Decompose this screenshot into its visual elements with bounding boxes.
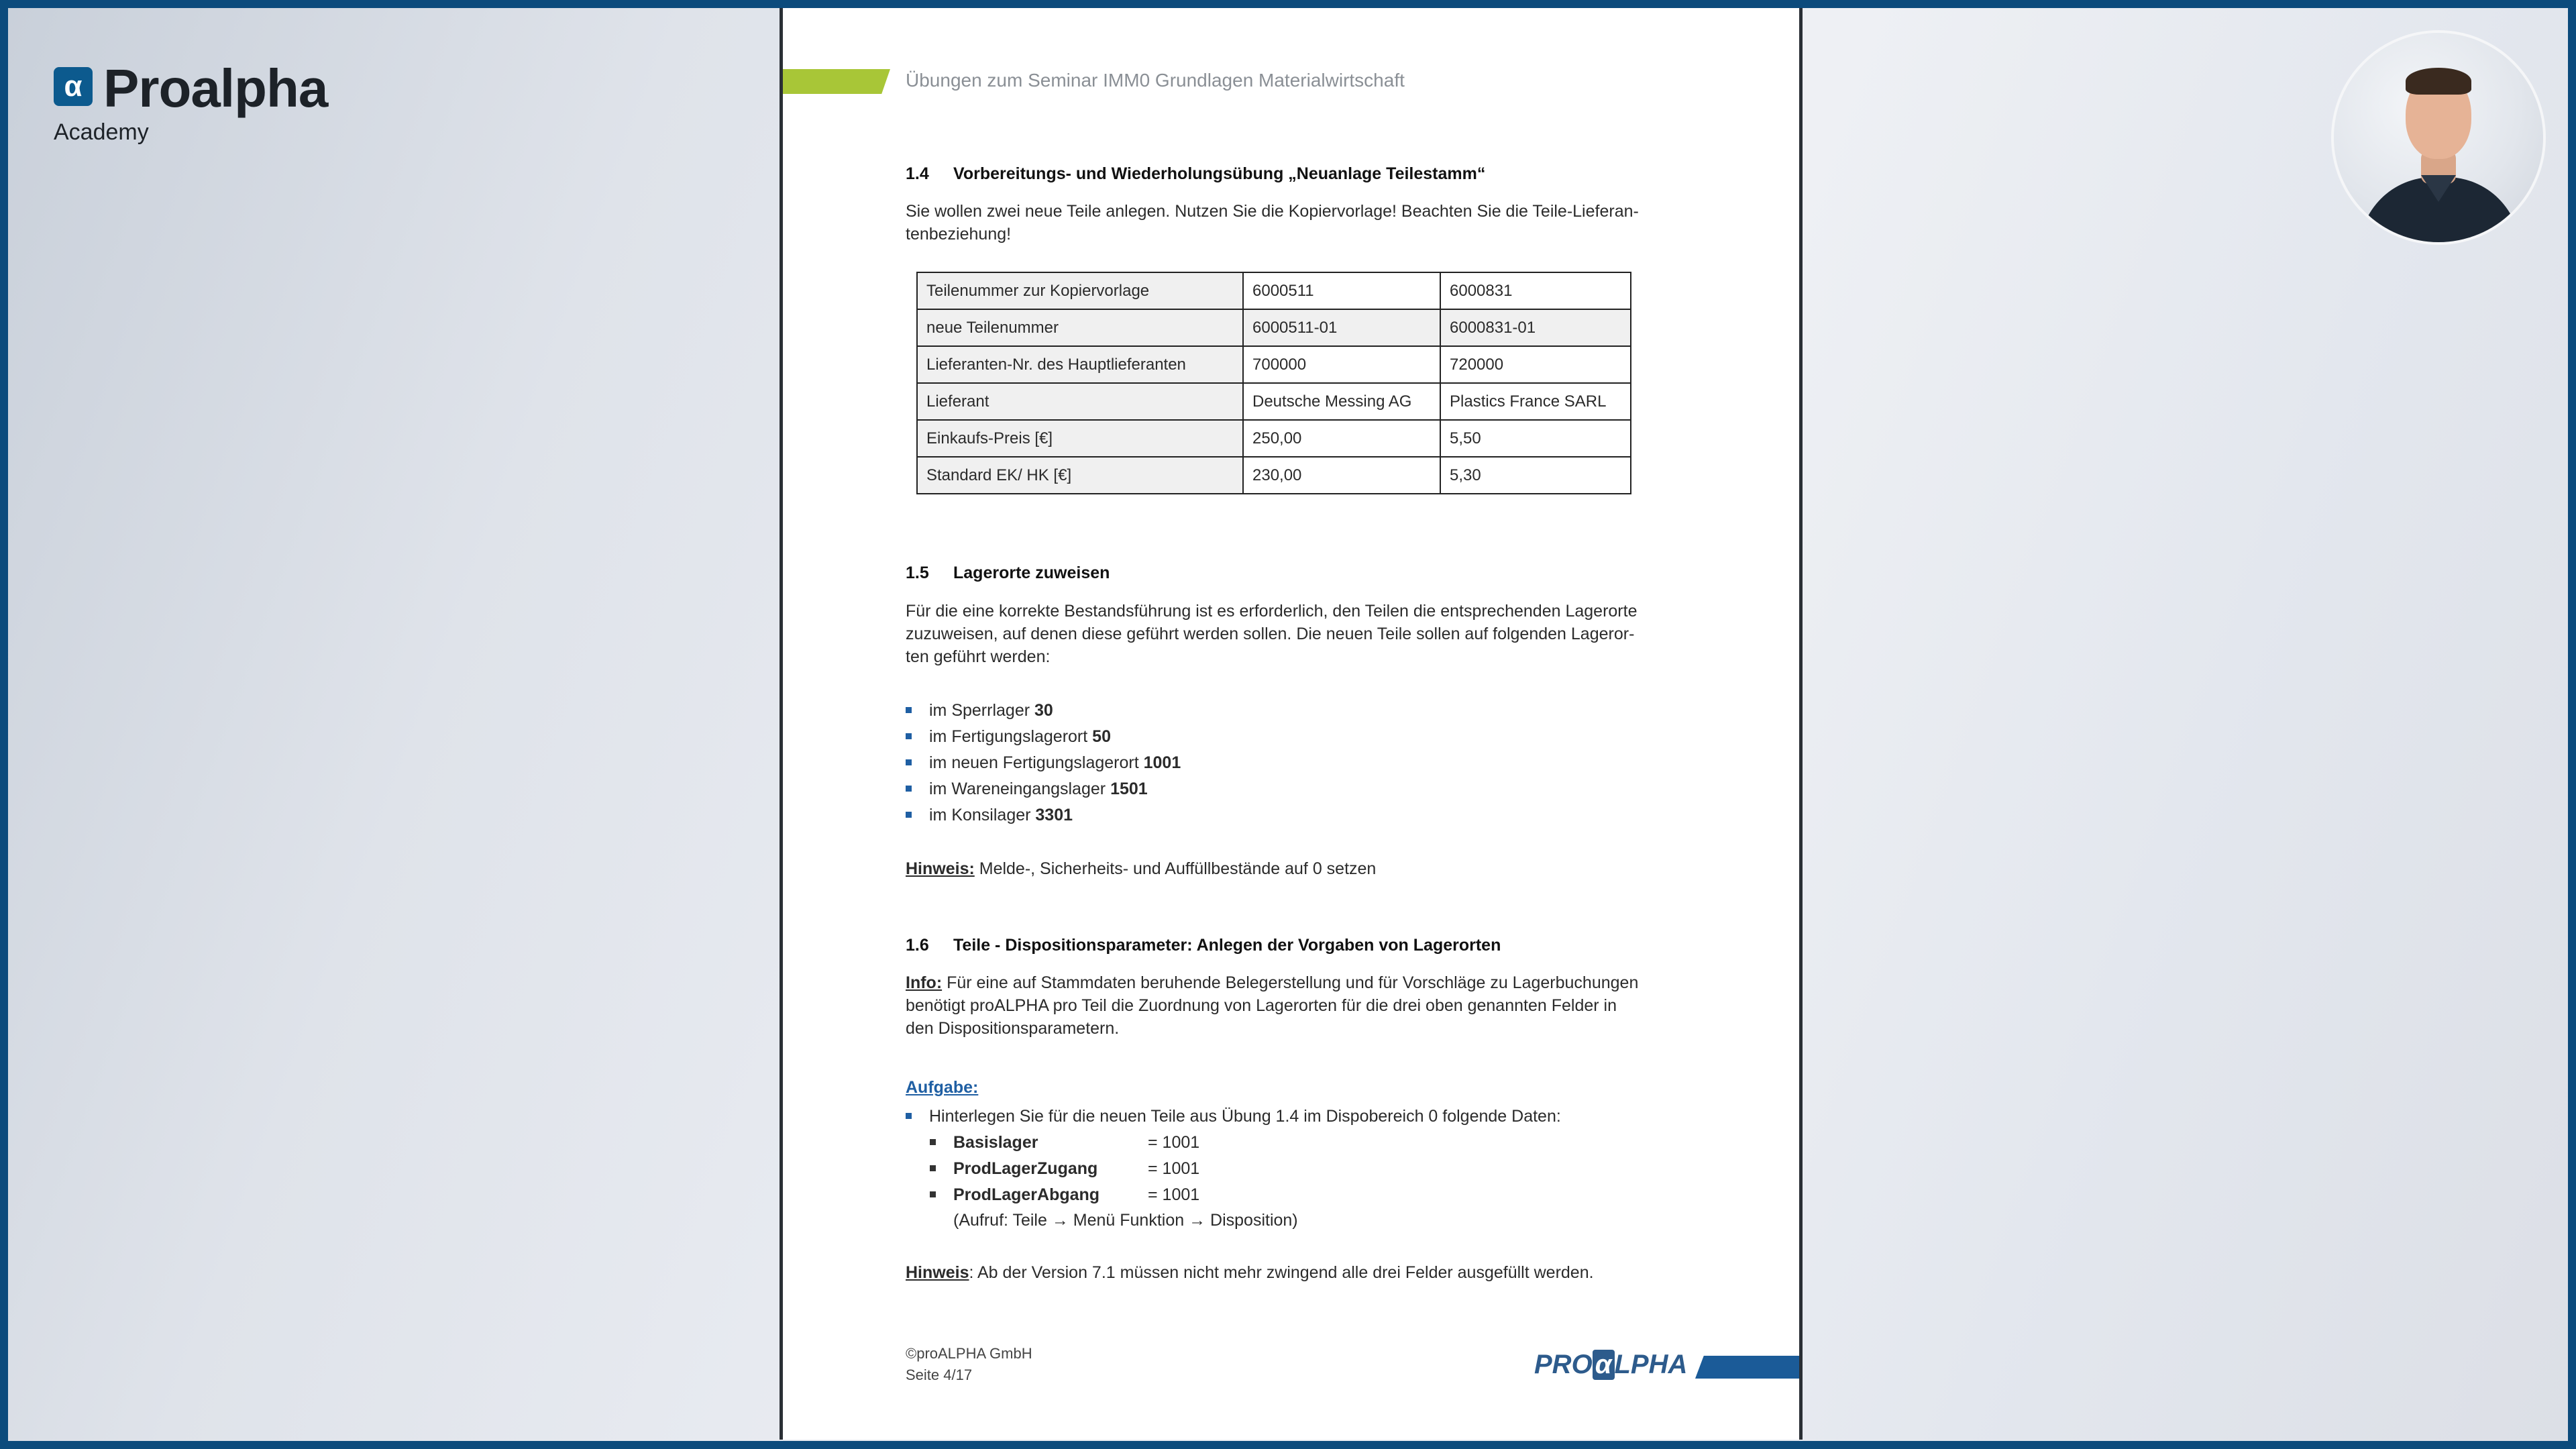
parts-table: [916, 272, 1631, 494]
table-cell: 250,00: [1243, 420, 1440, 457]
table-cell: 6000831: [1440, 272, 1631, 309]
list-item: [930, 1130, 1199, 1156]
call-path: (Aufruf: Teile → Menü Funktion → Disposition): [953, 1211, 1298, 1230]
table-cell: 6000511-01: [1243, 309, 1440, 346]
info-line: benötigt proALPHA pro Teil die Zuordnung von Lagerorten für die drei oben genannten Felder in: [906, 996, 1617, 1015]
document-header-title: Übungen zum Seminar IMM0 Grundlagen Materialwirtschaft: [906, 70, 1405, 91]
list-item-value: 3301: [1035, 806, 1073, 824]
alpha-icon: α: [1593, 1350, 1615, 1380]
presentation-stage: [8, 8, 2568, 1441]
field-label: Basislager: [953, 1133, 1038, 1152]
list-item-text: im Sperrlager: [929, 701, 1030, 720]
list-item-value: 1501: [1110, 780, 1148, 798]
document-page: [780, 8, 1803, 1440]
note-text: Melde-, Sicherheits- und Auffüllbestände auf 0 setzen: [974, 859, 1377, 878]
proalpha-footer-logo: [1534, 1350, 1687, 1380]
footer-accent-bar: [1695, 1356, 1803, 1379]
section-title: Vorbereitungs- und Wiederholungsübung „Neuanlage Teilestamm“: [953, 164, 1486, 183]
section-title: Teile - Dispositionsparameter: Anlegen der Vorgaben von Lagerorten: [953, 936, 1501, 955]
table-cell: Lieferanten-Nr. des Hauptlieferanten: [917, 346, 1243, 383]
section-1-4-heading: [906, 164, 1485, 184]
section-number: 1.4: [906, 164, 929, 183]
section-title: Lagerorte zuweisen: [953, 564, 1110, 582]
table-row: [917, 420, 1631, 457]
section-1-5-paragraph: [906, 600, 1637, 668]
list-item: [906, 802, 1181, 828]
disposition-values-list: [930, 1130, 1199, 1208]
table-cell: neue Teilenummer: [917, 309, 1243, 346]
footer-page-number: Seite 4/17: [906, 1366, 973, 1383]
list-item-text: im Wareneingangslager: [929, 780, 1106, 798]
note-text: : Ab der Version 7.1 müssen nicht mehr zwingend alle drei Felder ausgefüllt werden.: [969, 1263, 1594, 1282]
field-value: = 1001: [1148, 1159, 1200, 1178]
table-cell: Standard EK/ HK [€]: [917, 457, 1243, 494]
task-list: [906, 1104, 1561, 1130]
brand-subtitle: Academy: [54, 119, 149, 145]
storage-location-list: [906, 698, 1181, 828]
table-cell: 720000: [1440, 346, 1631, 383]
list-item-text: im Fertigungslagerort: [929, 727, 1088, 746]
footer-copyright: ©proALPHA GmbH: [906, 1345, 1032, 1362]
logo-text-pre: PRO: [1534, 1350, 1593, 1379]
list-item-value: 30: [1034, 701, 1053, 720]
table-row: [917, 457, 1631, 494]
table-row: [917, 272, 1631, 309]
table-cell: Einkaufs-Preis [€]: [917, 420, 1243, 457]
list-item: [930, 1156, 1199, 1182]
field-value: = 1001: [1148, 1185, 1200, 1204]
table-row: [917, 309, 1631, 346]
logo-text-post: LPHA: [1614, 1350, 1688, 1379]
table-cell: 6000511: [1243, 272, 1440, 309]
info-text: Für eine auf Stammdaten beruhende Belegerstellung und für Vorschläge zu Lagerbuchungen: [942, 973, 1639, 992]
section-1-6-info: [906, 971, 1638, 1040]
list-item: [906, 776, 1181, 802]
info-line: [906, 971, 1638, 994]
table-cell: 6000831-01: [1440, 309, 1631, 346]
table-cell: Deutsche Messing AG: [1243, 383, 1440, 420]
table-row: [917, 383, 1631, 420]
section-1-6-heading: [906, 936, 1501, 955]
info-line: den Dispositionsparametern.: [906, 1019, 1120, 1038]
list-item: [906, 724, 1181, 750]
list-item: [930, 1182, 1199, 1208]
section-number: 1.6: [906, 936, 929, 955]
document-footer: [906, 1343, 1032, 1386]
table-cell: 230,00: [1243, 457, 1440, 494]
intro-line: tenbeziehung!: [906, 225, 1012, 244]
table-cell: 5,30: [1440, 457, 1631, 494]
section-1-6-note: [906, 1261, 1594, 1284]
table-cell: Plastics France SARL: [1440, 383, 1631, 420]
list-item-value: 1001: [1143, 753, 1181, 772]
presenter-hair: [2406, 68, 2471, 95]
alpha-logo-icon: α: [54, 67, 93, 106]
section-1-4-intro: [906, 200, 1639, 246]
table-cell: Lieferant: [917, 383, 1243, 420]
paragraph-line: ten geführt werden:: [906, 647, 1051, 666]
list-item-text: im neuen Fertigungslagerort: [929, 753, 1139, 772]
task-label: Aufgabe:: [906, 1078, 979, 1097]
paragraph-line: zuzuweisen, auf denen diese geführt werden sollen. Die neuen Teile sollen auf folgenden Lageror-: [906, 625, 1635, 643]
list-item: [906, 698, 1181, 724]
note-label: Hinweis:: [906, 859, 975, 878]
section-1-5-note: [906, 857, 1376, 880]
field-label: ProdLagerZugang: [953, 1159, 1098, 1178]
intro-line: Sie wollen zwei neue Teile anlegen. Nutzen Sie die Kopiervorlage! Beachten Sie die Teile-Lieferan-: [906, 202, 1639, 221]
paragraph-line: Für die eine korrekte Bestandsführung ist es erforderlich, den Teilen die entsprechenden Lagerorte: [906, 602, 1638, 621]
section-1-5-heading: [906, 564, 1110, 583]
list-item-value: 50: [1092, 727, 1111, 746]
presenter-webcam: [2331, 30, 2546, 245]
table-cell: 700000: [1243, 346, 1440, 383]
table-cell: Teilenummer zur Kopiervorlage: [917, 272, 1243, 309]
brand-name: Proalpha: [103, 58, 328, 118]
field-label: ProdLagerAbgang: [953, 1185, 1100, 1204]
section-number: 1.5: [906, 564, 929, 582]
field-value: = 1001: [1148, 1133, 1200, 1152]
list-item-text: im Konsilager: [929, 806, 1031, 824]
note-label: Hinweis: [906, 1263, 969, 1282]
header-accent-stripe: [783, 69, 890, 94]
info-label: Info:: [906, 973, 943, 992]
table-cell: 5,50: [1440, 420, 1631, 457]
list-item: [906, 750, 1181, 776]
list-item: Hinterlegen Sie für die neuen Teile aus Übung 1.4 im Dispobereich 0 folgende Daten:: [906, 1104, 1561, 1130]
table-row: [917, 346, 1631, 383]
